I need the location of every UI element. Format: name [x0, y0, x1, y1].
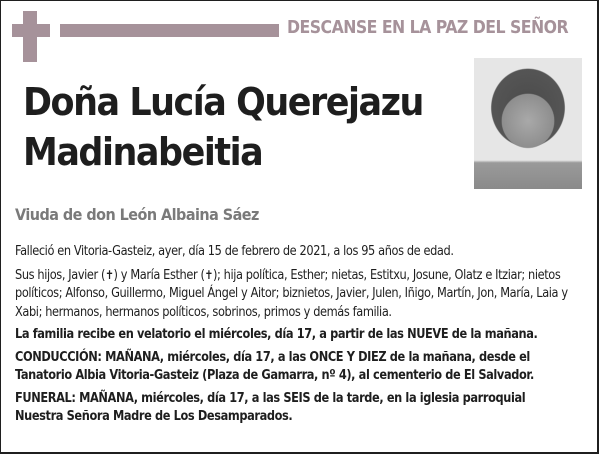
- procession-notice: CONDUCCIÓN: MAÑANA, miércoles, día 17, a las ONCE Y DIEZ de la mañana, desde el Tanatorio Albia Vitoria-Gasteiz (Plaza de Gamarra, nº 4), al cementerio de El Salvador.: [15, 349, 534, 383]
- portrait-photo: [474, 58, 582, 189]
- family-text: ); hija política, Esther; nietas, Estitxu, Josune, Olatz e Itziar; nietos políticos; Alfonso, Guillermo, Miguel Ángel y Aitor; biznietos, Javier, Julen, Iñigo, Martín, Jon, María, Laia y Xabi; hermanos, hermanos políticos, sobrinos, primos y demás familia.: [15, 267, 568, 320]
- deceased-name: [23, 77, 437, 177]
- cross-icon: ✝: [105, 267, 114, 282]
- latin-cross-icon-arm: [12, 24, 50, 37]
- family-text: ) y María Esther (: [113, 267, 205, 283]
- funeral-notice: FUNERAL: MAÑANA, miércoles, día 17, a las SEIS de la tarde, en la iglesia parroquial Nuestra Señora Madre de Los Desamparados.: [15, 390, 526, 424]
- widow-of-line: Viuda de don León Albaina Sáez: [15, 205, 259, 224]
- header-tagline: DESCANSE EN LA PAZ DEL SEÑOR: [287, 18, 569, 38]
- family-text: Sus hijos, Javier (: [15, 267, 106, 283]
- name-line-2: Madinabeitia: [23, 130, 263, 174]
- name-line-1: Doña Lucía Querejazu: [23, 80, 423, 124]
- cross-icon: ✝: [204, 267, 213, 282]
- wake-notice: La familia recibe en velatorio el miércoles, día 17, a partir de las NUEVE de la mañana.: [15, 327, 538, 342]
- header-rule: [60, 24, 279, 37]
- family-list: [15, 266, 575, 323]
- obituary-body: [15, 243, 575, 431]
- death-notice: Falleció en Vitoria-Gasteiz, ayer, día 15 de febrero de 2021, a los 95 años de edad.: [15, 244, 454, 259]
